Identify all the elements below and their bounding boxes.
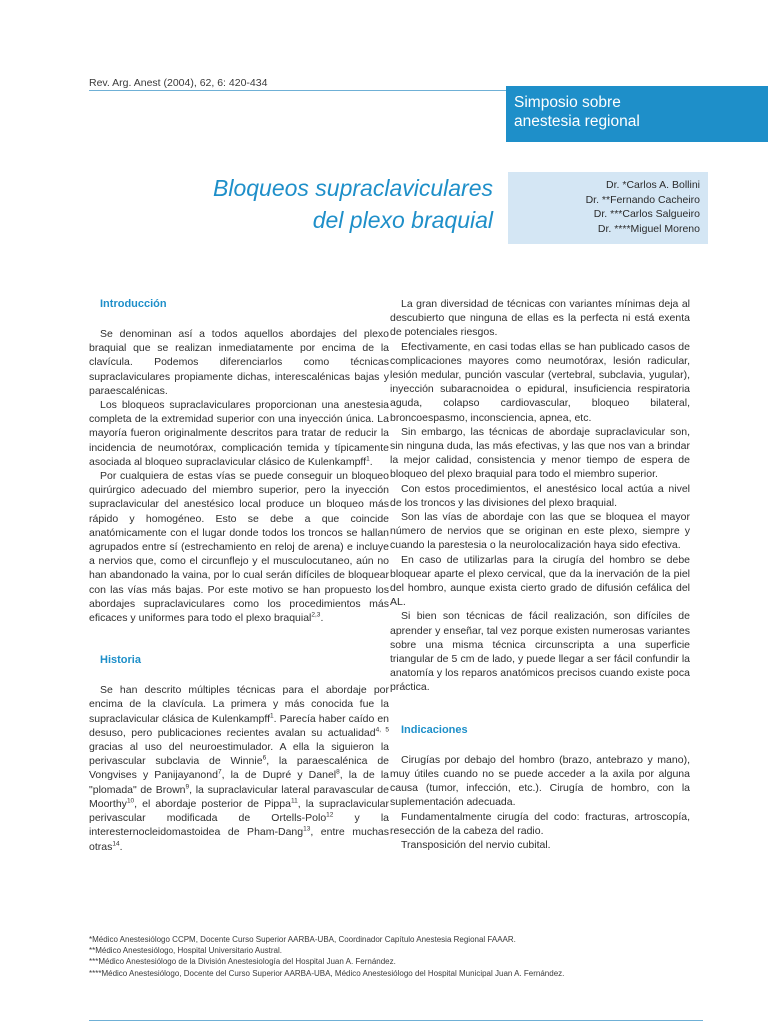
left-column <box>89 297 389 854</box>
footnote-3: ***Médico Anestesiólogo de la División Anestesiología del Hospital Juan A. Fernández. <box>89 957 396 967</box>
body-paragraph: Sin embargo, las técnicas de abordaje supraclavicular son, sin ninguna duda, las más efectivas, y las que nos van a brindar la mejor calidad, consistencia y menor tiempo de espera de bloqueo del plexo braquial para todo el miembro superior. <box>390 425 690 481</box>
author-3: Dr. ***Carlos Salgueiro <box>593 208 700 220</box>
symposium-line-2: anestesia regional <box>514 113 640 130</box>
author-2: Dr. **Fernando Cacheiro <box>585 193 700 206</box>
body-paragraph: Con estos procedimientos, el anestésico local actúa a nivel de los troncos y las divisiones del plexo braquial. <box>390 482 690 509</box>
historia-paragraph-1: Se han descrito múltiples técnicas para el abordaje por encima de la clavícula. La primera y más conocida fue la supraclavicular clásica de Kulenkampff$^1$. Parecía haber caído en desuso, pero publicaciones recientes avalan su actualidad$^{4, 5}$ gracias al uso del neuroestimulador. A ella la siguieron la perivascular subclavia de Winnie$^6$, la paraescalénica de Vongvises y Panijayanond$^7$, la de Dupré y Danel$^8$, la de la "plomada" de Brown$^9$, la supraclavicular lateral paravascular de Moorthy$^{10}$, el abordaje posterior de Pippa$^{11}$, la supraclavicular perivascular modificada de Ortells-Polo$^{12}$ y la interesternocleidomastoidea de Pham-Dang$^{13}$, entre muchas otras$^{14}$. <box>89 684 389 853</box>
indicaciones-paragraph-1: Cirugías por debajo del hombro (brazo, antebrazo y mano), muy útiles cuando no se puede acceder a la axila por alguna causa (tumor, infección, etc.). Cirugía de hombro, con la suplementación adecuada. <box>390 753 690 809</box>
right-column <box>390 297 690 852</box>
footnote-4: ****Médico Anestesiólogo, Docente del Curso Superior AARBA-UBA, Médico Anestesiólogo del Hospital Municipal Juan A. Fernández. <box>89 968 565 978</box>
authors-box <box>508 172 708 244</box>
article-title-line-1: Bloqueos supraclaviculares <box>213 175 493 201</box>
footnote-2: **Médico Anestesiólogo, Hospital Universitario Austral. <box>89 946 282 956</box>
footnote-1: *Médico Anestesiólogo CCPM, Docente Curso Superior AARBA-UBA, Coordinador Capítulo Anestesia Regional FAAAR. <box>89 935 516 944</box>
article-title <box>213 172 493 236</box>
symposium-line-1: Simposio sobre <box>514 94 621 111</box>
bottom-rule <box>89 1020 703 1021</box>
body-paragraph: En caso de utilizarlas para la cirugía del hombro se debe bloquear aparte el plexo cervical, que da la inervación de la piel del hombro, aunque exista cierto grado de difusión cefálica del AL. <box>390 553 690 609</box>
intro-paragraph-3: Por cualquiera de estas vías se puede conseguir un bloqueo quirúrgico adecuado del miembro superior, pero la inyección supraclavicular del anestésico local produce un bloqueo más rápido y homogéneo. Esto se debe a que coincide anatómicamente con el lugar donde todos los troncos se hallan agrupados entre sí (estrechamiento en reloj de arena) e incluye a nervios que, como el circunflejo y el musculocutaneo, aún no han abandonado la vaina, por lo cual serán difíciles de bloquear con las vías más bajas. Por este motivo se han propuesto los abordajes supraclaviculares como los procedimientos más eficaces y uniformes para todo el plexo braquial$^{2,3}$. <box>89 470 389 625</box>
intro-paragraph-2: Los bloqueos supraclaviculares proporcionan una anestesia completa de la extremidad superior con una inyección única. La mayoría fueron originalmente descritos para tratar de reducir la incidencia de neumotórax, complicación temida y típicamente asociada al bloqueo supraclavicular clásico de Kulenkampff$^1$. <box>89 399 389 468</box>
author-4: Dr. ****Miguel Moreno <box>597 222 700 235</box>
body-paragraph: La gran diversidad de técnicas con variantes mínimas deja al descubierto que ninguna de ellas es la perfecta ni está exenta de potenciales riesgos. <box>390 298 690 339</box>
author-1: Dr. *Carlos A. Bollini <box>606 179 700 191</box>
header-rule <box>89 90 506 91</box>
citation-sup: 1 <box>366 455 370 463</box>
symposium-banner <box>506 86 768 142</box>
body-paragraph: Si bien son técnicas de fácil realización, son difíciles de aprender y enseñar, tal vez porque existen numerosas variantes sobre una misma técnica circunscripta a una superficie triangular de 5 cm de lado, y puede llegar a ser fácil confundir la anatomía y los reparos anatómicos precisos cuando existe poca práctica. <box>390 610 690 694</box>
body-paragraph: Efectivamente, en casi todas ellas se han publicado casos de complicaciones mayores como neumotórax, lesión radicular, lesión medular, punción vascular (vertebral, subclavia, yugular), inyección subaracnoidea o epidural, insuficiencia respiratoria aguda, colapso cardiovascular, bloqueo bilateral, broncoespasmo, inconsciencia, apnea, etc. <box>390 340 690 424</box>
journal-reference: Rev. Arg. Anest (2004), 62, 6: 420-434 <box>89 77 268 89</box>
section-heading-historia: Historia <box>100 654 141 667</box>
section-heading-introduccion: Introducción <box>100 298 167 310</box>
article-title-line-2: del plexo braquial <box>312 207 493 233</box>
citation-sup: 2,3 <box>311 611 321 619</box>
intro-paragraph-1: Se denominan así a todos aquellos abordajes del plexo braquial que se realizan inmediatamente por encima de la clavícula. Podemos diferenciarlos como técnicas supraclaviculares propiamente dichas, interescalénicas bajas y paraescalénicas. <box>89 328 389 397</box>
section-heading-indicaciones: Indicaciones <box>401 723 468 736</box>
footnotes <box>89 934 729 979</box>
indicaciones-paragraph-2: Fundamentalmente cirugía del codo: fracturas, artroscopía, resección de la cabeza del radio. <box>390 810 690 837</box>
body-paragraph: Son las vías de abordaje con las que se bloquea el mayor número de nervios que se originan en este plexo, siempre y cuando la parestesia o la neurolocalización haya sido efectiva. <box>390 511 690 552</box>
indicaciones-paragraph-3: Transposición del nervio cubital. <box>401 838 551 851</box>
